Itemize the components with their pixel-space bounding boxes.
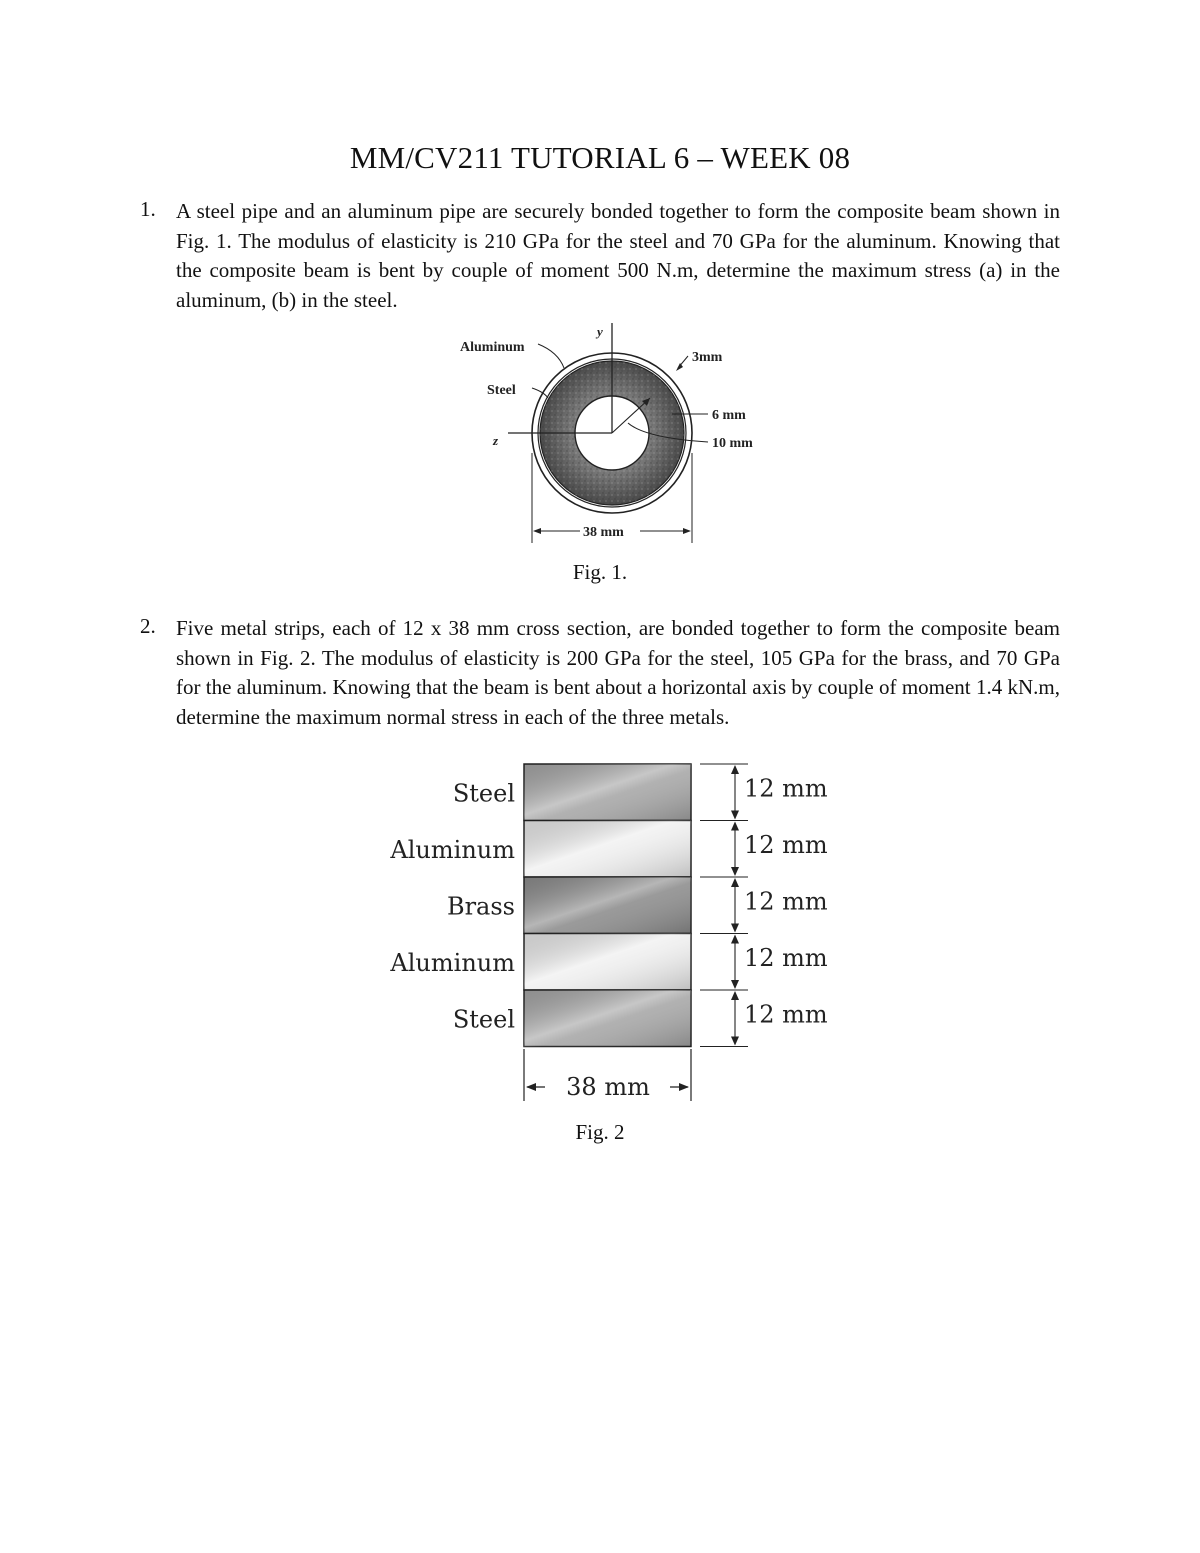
strip-sheen xyxy=(524,934,691,991)
fig1-label-outer-radius: 10 mm xyxy=(712,436,753,451)
dimension-arrow-up xyxy=(731,935,739,944)
figure-2-composite-strips xyxy=(380,756,840,1106)
figure-1-pipe-cross-section xyxy=(440,318,780,548)
strip-dimension-label: 12 mm xyxy=(744,830,828,859)
strip-sheen xyxy=(524,821,691,878)
page-title: MM/CV211 TUTORIAL 6 – WEEK 08 xyxy=(349,140,851,175)
fig1-label-aluminum: Aluminum xyxy=(460,340,525,355)
strip-label: Steel xyxy=(452,1005,515,1034)
strip-label: Aluminum xyxy=(390,835,515,864)
dimension-arrow-up xyxy=(731,765,739,774)
strip-dimension-label: 12 mm xyxy=(744,774,828,803)
strip-sheen xyxy=(524,764,691,821)
strip-dimension-label: 12 mm xyxy=(744,943,828,972)
fig1-label-z-axis: z xyxy=(493,433,499,448)
dimension-arrow-down xyxy=(731,811,739,820)
dimension-arrow-down xyxy=(731,867,739,876)
strip-dimension-label: 12 mm xyxy=(744,887,828,916)
fig1-label-thickness: 3mm xyxy=(692,350,723,365)
dimension-arrow-down xyxy=(731,1037,739,1046)
strip-sheen xyxy=(524,877,691,934)
strip-label: Steel xyxy=(452,779,515,808)
strip-dimension-label: 12 mm xyxy=(744,1000,828,1029)
strip-label: Aluminum xyxy=(390,948,515,977)
fig1-label-inner-radius: 6 mm xyxy=(712,408,746,423)
strip-label: Brass xyxy=(446,892,515,921)
fig1-label-diameter: 38 mm xyxy=(583,525,624,540)
dimension-arrow-up xyxy=(731,991,739,1000)
dimension-arrow-down xyxy=(731,980,739,989)
figure-2-caption: Fig. 2 xyxy=(575,1120,625,1144)
question-2-text: Five metal strips, each of 12 x 38 mm cross section, are bonded together to form the composite beam shown in Fig. 2. The modulus of elasticity is 200 GPa for the steel, 105 GPa for the brass, and 70 GPa for the aluminum. Knowing that the beam is bent about a horizontal axis by couple of moment 1.4 kN.m, determine the maximum normal stress in each of the three metals. xyxy=(176,616,1060,729)
fig1-label-steel: Steel xyxy=(487,383,516,398)
question-2-number: 2. xyxy=(140,614,156,638)
dimension-arrow-up xyxy=(731,822,739,831)
question-1-number: 1. xyxy=(140,197,156,221)
question-1-text: A steel pipe and an aluminum pipe are securely bonded together to form the composite beam shown in Fig. 1. The modulus of elasticity is 210 GPa for the steel and 70 GPa for the aluminum. Knowing that the composite beam is bent by couple of moment 500 N.m, determine the maximum stress (a) in the aluminum, (b) in the steel. xyxy=(176,199,1060,312)
fig2-width-label: 38 mm xyxy=(566,1073,650,1101)
dimension-arrow-down xyxy=(731,924,739,933)
strip-sheen xyxy=(524,990,691,1047)
fig1-label-y-axis: y xyxy=(597,324,603,339)
figure-1-caption: Fig. 1. xyxy=(572,560,628,584)
dimension-arrow-up xyxy=(731,878,739,887)
